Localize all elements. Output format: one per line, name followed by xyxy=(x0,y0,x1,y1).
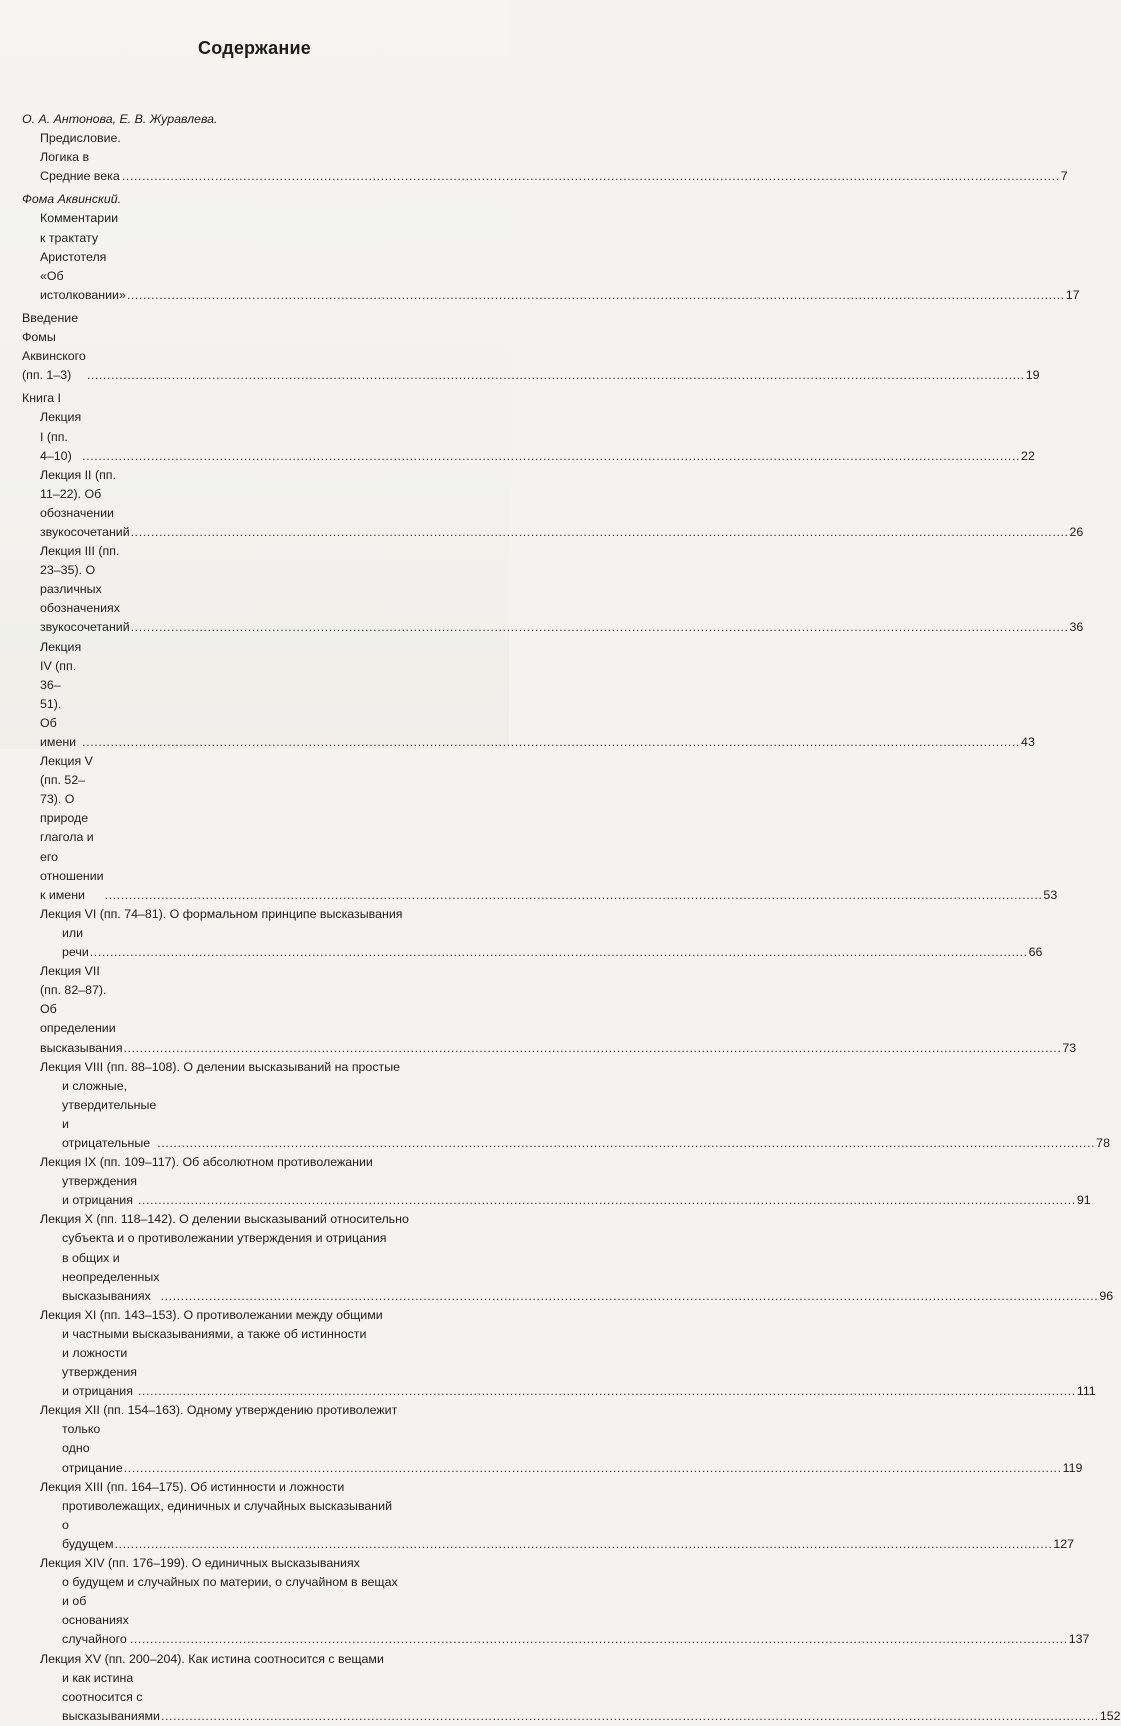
dot-leader xyxy=(131,523,1069,542)
toc-entry-text: Комментарии к трактату Аристотеля «Об истолковании» xyxy=(40,211,126,302)
toc-entry-text: в общих и неопределенных высказываниях xyxy=(62,1250,160,1303)
toc-page-number: 127 xyxy=(1053,1536,1075,1551)
toc-entry-text: и сложные, утвердительные и отрицательные xyxy=(62,1078,157,1150)
dot-leader xyxy=(131,618,1069,637)
toc-entry xyxy=(22,129,1068,186)
toc-entry-text: Книга I xyxy=(22,391,62,406)
toc-entry-text: Предисловие. Логика в Средние века xyxy=(40,131,121,184)
dot-leader xyxy=(115,1535,1053,1554)
dot-leader xyxy=(138,1191,1076,1210)
toc-entry xyxy=(22,1554,490,1573)
dot-leader xyxy=(157,1134,1095,1153)
toc-entry-text: Лекция VII (пп. 82–87). Об определении высказывания xyxy=(40,964,123,1055)
toc-entry xyxy=(22,1516,1075,1554)
toc-entry xyxy=(22,190,490,209)
toc-entry xyxy=(22,1669,1121,1726)
dot-leader xyxy=(105,886,1043,905)
toc-entry-text: только одно отрицание xyxy=(62,1422,123,1475)
toc-entry xyxy=(22,466,1084,542)
toc-entry xyxy=(22,1325,490,1344)
toc-page-number: 152 xyxy=(1099,1708,1121,1723)
toc-entry xyxy=(22,1153,490,1172)
toc-page-number: 43 xyxy=(1021,735,1035,749)
toc-entry xyxy=(22,638,1035,753)
toc-entry xyxy=(22,542,1084,637)
toc-entry xyxy=(22,209,1080,304)
toc-entry xyxy=(22,1077,1110,1153)
toc-entry xyxy=(22,389,490,408)
page-title: Содержание xyxy=(198,38,311,58)
toc-entry xyxy=(22,1249,1114,1306)
toc-entry xyxy=(22,1478,490,1497)
toc-entry-text: о будущем xyxy=(62,1517,114,1551)
toc-page-number: 66 xyxy=(1028,945,1043,960)
toc-page-number: 53 xyxy=(1043,887,1058,902)
toc-entry-text: Лекция IX (пп. 109–117). Об абсолютном противолежании xyxy=(40,1155,373,1170)
toc-entry xyxy=(22,1573,490,1592)
toc-entry xyxy=(22,1420,1083,1477)
toc-page-number: 73 xyxy=(1062,1040,1077,1055)
toc-entry xyxy=(22,905,490,924)
dot-leader xyxy=(122,167,1060,186)
toc-entry xyxy=(22,1401,490,1420)
toc-page-number: 26 xyxy=(1069,524,1084,539)
toc-entry xyxy=(22,1210,490,1229)
toc-entry-text: Лекция II (пп. 11–22). Об обозначении звукосочетаний xyxy=(40,467,130,539)
dot-leader xyxy=(161,1707,1099,1726)
toc-page-number: 22 xyxy=(1021,448,1035,463)
toc-entry-text: Лекция VIII (пп. 88–108). О делении высказываний на простые xyxy=(40,1059,400,1074)
toc-page-number: 96 xyxy=(1099,1288,1114,1303)
toc-entry-text: Лекция III (пп. 23–35). О различных обозначениях звукосочетаний xyxy=(40,544,130,635)
toc-entry-text: и как истина соотносится с высказываниями xyxy=(62,1670,160,1723)
toc-page-number: 91 xyxy=(1076,1193,1091,1208)
toc-page-number: 17 xyxy=(1065,287,1080,302)
toc-entry-text: Лекция XV (пп. 200–204). Как истина соотносится с вещами xyxy=(40,1651,384,1666)
dot-leader xyxy=(130,1630,1068,1649)
toc-entry xyxy=(22,924,1043,962)
toc-entry-text: Лекция X (пп. 118–142). О делении высказываний относительно xyxy=(40,1212,409,1227)
toc-entry-text: Фома Аквинский. xyxy=(22,192,122,207)
toc-entry-text: Лекция XIV (пп. 176–199). О единичных высказываниях xyxy=(40,1556,360,1571)
toc-entry xyxy=(22,110,490,129)
toc-entry xyxy=(22,1344,1096,1401)
toc-entry-text: утверждения и отрицания xyxy=(62,1174,137,1208)
dot-leader xyxy=(127,286,1065,305)
toc-entry-text: или речи xyxy=(62,925,89,960)
toc-entry-text: Лекция XII (пп. 154–163). Одному утверждению противолежит xyxy=(40,1403,398,1418)
toc-page-number: 7 xyxy=(1060,169,1068,184)
toc-entry xyxy=(22,962,1077,1057)
toc-entry-text: и об основаниях случайного xyxy=(62,1594,129,1647)
toc-entry-text: Лекция I (пп. 4–10) xyxy=(40,410,82,463)
dot-leader xyxy=(82,733,1020,752)
dot-leader xyxy=(124,1459,1062,1478)
toc-entry-text: противолежащих, единичных и случайных высказываний xyxy=(62,1498,392,1513)
dot-leader xyxy=(124,1039,1062,1058)
toc-page-number: 119 xyxy=(1062,1460,1083,1475)
toc-page-number: 36 xyxy=(1069,620,1084,635)
toc-entry-text: О. А. Антонова, Е. В. Журавлева. xyxy=(22,112,218,126)
toc-entry-text: субъекта и о противолежании утверждения и отрицания xyxy=(62,1231,387,1246)
toc-entry xyxy=(22,1058,490,1077)
toc-entry xyxy=(22,1306,490,1325)
dot-leader xyxy=(138,1382,1076,1401)
toc-entry-text: Лекция IV (пп. 36–51). Об имени xyxy=(40,639,82,749)
toc-page-number: 137 xyxy=(1068,1632,1090,1647)
toc-entry-text: и частными высказываниями, а также об истинности xyxy=(62,1326,367,1341)
table-of-contents xyxy=(22,110,1121,1726)
toc-entry-text: Лекция VI (пп. 74–81). О формальном принципе высказывания xyxy=(40,906,403,921)
toc-entry xyxy=(22,1650,490,1669)
toc-entry xyxy=(22,1592,1090,1649)
dot-leader xyxy=(90,943,1028,962)
dot-leader xyxy=(160,1287,1098,1306)
toc-entry xyxy=(22,309,1040,385)
toc-page-number: 19 xyxy=(1025,368,1040,383)
toc-entry-text: и ложности утверждения и отрицания xyxy=(62,1346,137,1399)
toc-page-number: 78 xyxy=(1096,1135,1110,1150)
toc-entry xyxy=(22,408,1035,465)
toc-entry-text: Лекция XI (пп. 143–153). О противолежании между общими xyxy=(40,1307,383,1322)
toc-entry-text: Лекция V (пп. 52–73). О природе глагола и его отношении к имени xyxy=(40,754,104,902)
toc-entry xyxy=(22,752,1058,905)
toc-page-number: 111 xyxy=(1076,1384,1096,1399)
toc-entry-text: Введение Фомы Аквинского (пп. 1–3) xyxy=(22,310,86,383)
toc-entry-text: о будущем и случайных по материи, о случайном в вещах xyxy=(62,1575,398,1590)
dot-leader xyxy=(87,366,1025,385)
toc-entry-text: Лекция XIII (пп. 164–175). Об истинности и ложности xyxy=(40,1479,345,1494)
toc-entry xyxy=(22,1172,1091,1210)
toc-entry xyxy=(22,1229,490,1248)
toc-entry xyxy=(22,1497,490,1516)
dot-leader xyxy=(82,447,1020,466)
